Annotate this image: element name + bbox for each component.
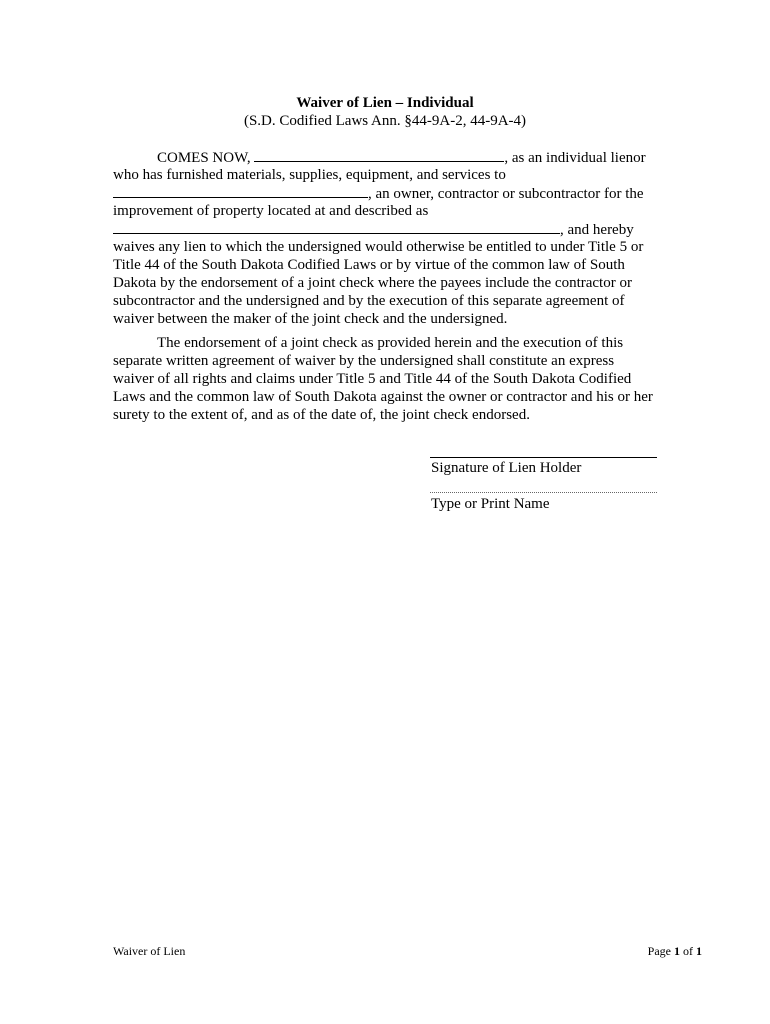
paragraph1-line5 xyxy=(113,220,634,239)
hereby-text: , and hereby xyxy=(560,222,634,238)
page-current: 1 xyxy=(674,944,680,958)
paragraph2-line2: separate written agreement of waiver by the undersigned shall constitute an express xyxy=(113,353,615,369)
owner-name-blank[interactable] xyxy=(113,184,368,198)
paragraph1-line7: Title 44 of the South Dakota Codified Laws or by virtue of the common law of South xyxy=(113,257,625,273)
page-of: of xyxy=(680,944,696,958)
print-name-line[interactable] xyxy=(430,492,657,493)
lienor-text: , as an individual lienor xyxy=(504,150,646,166)
page-prefix: Page xyxy=(647,944,674,958)
page-total: 1 xyxy=(696,944,702,958)
document-citation: (S.D. Codified Laws Ann. §44-9A-2, 44-9A-4) xyxy=(243,113,527,129)
paragraph1-line9: subcontractor and the undersigned and by the execution of this separate agreement of xyxy=(113,293,625,309)
document-title: Waiver of Lien – Individual xyxy=(296,95,474,111)
print-name-label: Type or Print Name xyxy=(431,496,550,512)
paragraph2-line3: waiver of all rights and claims under Title 5 and Title 44 of the South Dakota Codified xyxy=(113,371,632,387)
paragraph2-line4: Laws and the common law of South Dakota against the owner or contractor and his or her xyxy=(113,389,653,405)
paragraph1-line3 xyxy=(113,184,644,203)
owner-text: , an owner, contractor or subcontractor for the xyxy=(368,186,644,202)
property-description-blank[interactable] xyxy=(113,220,560,234)
paragraph1-line4: improvement of property located at and described as xyxy=(113,203,429,219)
paragraph1-line1 xyxy=(157,148,646,167)
paragraph1-line2: who has furnished materials, supplies, equipment, and services to xyxy=(113,167,506,183)
paragraph2-line1: The endorsement of a joint check as provided herein and the execution of this xyxy=(157,335,624,351)
signature-line[interactable] xyxy=(430,457,657,458)
signature-label: Signature of Lien Holder xyxy=(431,460,582,476)
footer-document-name: Waiver of Lien xyxy=(113,944,186,958)
paragraph1-line8: Dakota by the endorsement of a joint check where the payees include the contractor or xyxy=(113,275,632,291)
paragraph1-line6: waives any lien to which the undersigned would otherwise be entitled to under Title 5 or xyxy=(113,239,644,255)
footer-page-number xyxy=(648,944,702,958)
lienor-name-blank[interactable] xyxy=(254,148,504,162)
comes-now-text: COMES NOW, xyxy=(157,150,255,166)
paragraph1-line10: waiver between the maker of the joint check and the undersigned. xyxy=(113,311,508,327)
paragraph2-line5: surety to the extent of, and as of the date of, the joint check endorsed. xyxy=(113,407,530,423)
